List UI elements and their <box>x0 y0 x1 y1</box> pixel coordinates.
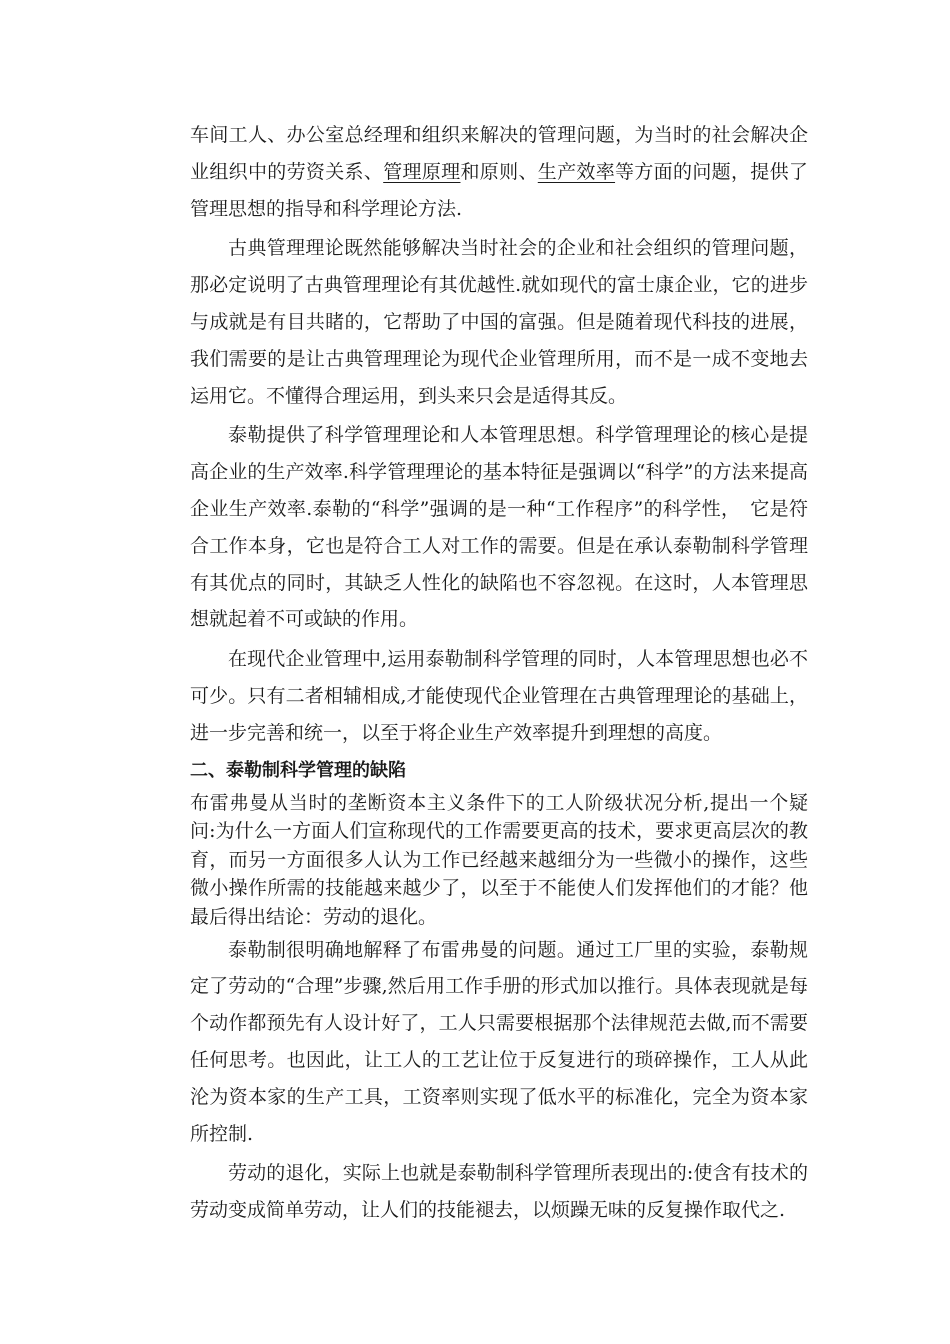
paragraph-5: 布雷弗曼从当时的垄断资本主义条件下的工人阶级状况分析,提出一个疑问:为什么一方面人们宣称现代的工作需要更高的技术，要求更高层次的教育，而另一方面很多人认为工作已经越来越细分为一些微小的操作，这些微小操作所需的技能越来越少了，以至于不能使人们发挥他们的才能？他最后得出结论：劳动的退化。 <box>190 791 808 928</box>
document-body <box>190 117 808 1229</box>
link-management-principles[interactable]: 管理原理 <box>383 160 461 183</box>
paragraph-3: 泰勒提供了科学管理理论和人本管理思想。科学管理理论的核心是提高企业的生产效率.科学管理理论的基本特征是强调以“科学”的方法来提高企业生产效率.泰勒的“科学”强调的是一种“工作程序”的科学性， 它是符合工作本身，它也是符合工人对工作的需要。但是在承认泰勒制科学管理有其优点的同时，其缺乏人性化的缺陷也不容忽视。在这时，人本管理思想就起着不可或缺的作用。 <box>190 424 808 631</box>
paragraph-4: 在现代企业管理中,运用泰勒制科学管理的同时，人本管理思想也必不可少。只有二者相辅相成,才能使现代企业管理在古典管理理论的基础上，进一步完善和统一，以至于将企业生产效率提升到理想的高度。 <box>190 648 808 744</box>
paragraph-2: 古典管理理论既然能够解决当时社会的企业和社会组织的管理问题，那必定说明了古典管理理论有其优越性.就如现代的富士康企业，它的进步与成就是有目共睹的，它帮助了中国的富强。但是随着现代科技的进展，我们需要的是让古典管理理论为现代企业管理所用，而不是一成不变地去运用它。不懂得合理运用，到头来只会是适得其反。 <box>190 237 808 407</box>
section-heading: 二、泰勒制科学管理的缺陷 <box>190 759 406 781</box>
paragraph-1-text-a: 车间工人、办公室总经理和组织来解决的管理问题，为当时的社会解决企业组织中的劳资关系、 <box>190 124 808 183</box>
paragraph-1-text-c: 等方面的问题，提供了管理思想的指导和科学理论方法. <box>190 160 808 220</box>
paragraph-1-text-b: 和原则、 <box>460 160 538 183</box>
link-production-efficiency[interactable]: 生产效率 <box>537 160 616 183</box>
paragraph-1 <box>190 117 808 227</box>
paragraph-6: 泰勒制很明确地解释了布雷弗曼的问题。通过工厂里的实验，泰勒规定了劳动的“合理”步骤,然后用工作手册的形式加以推行。具体表现就是每个动作都预先有人设计好了，工人只需要根据那个法律规范去做,而不需要任何思考。也因此，让工人的工艺让位于反复进行的琐碎操作，工人从此沦为资本家的生产工具，工资率则实现了低水平的标准化，完全为资本家所控制. <box>190 938 808 1145</box>
paragraph-7: 劳动的退化，实际上也就是泰勒制科学管理所表现出的:使含有技术的劳动变成简单劳动，让人们的技能褪去，以烦躁无味的反复操作取代之. <box>190 1162 808 1222</box>
